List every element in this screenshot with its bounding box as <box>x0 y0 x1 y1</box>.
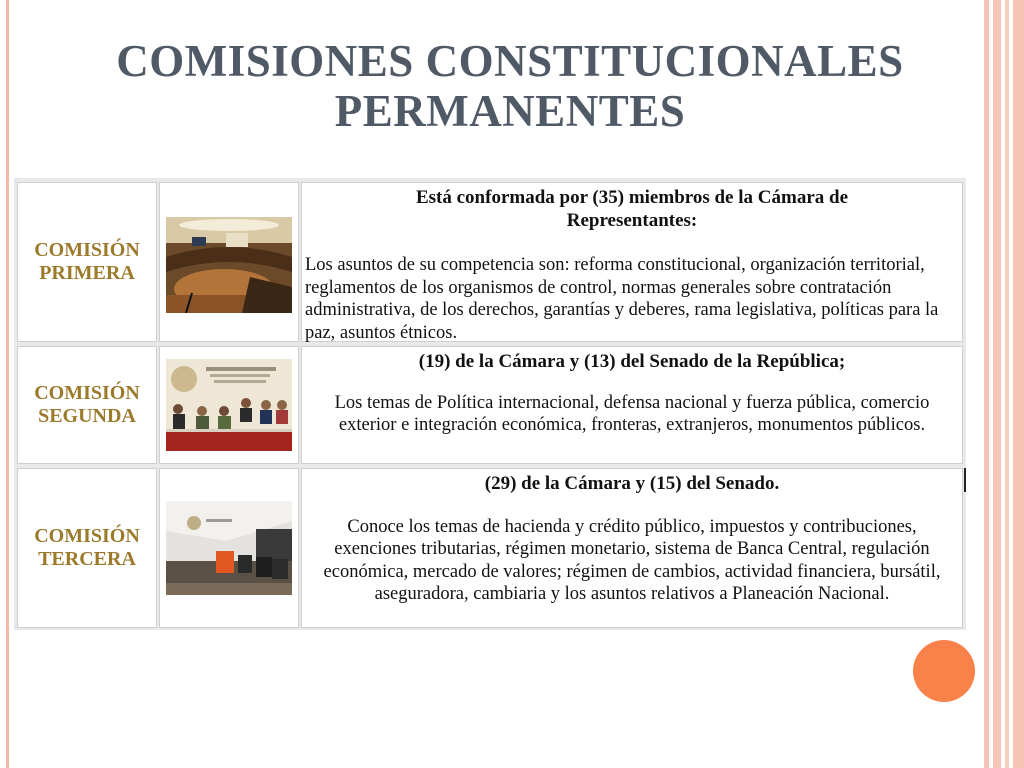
slide-title-line2: PERMANENTES <box>334 86 686 136</box>
committee-room-photo <box>166 217 292 313</box>
commission-name-segunda <box>17 346 157 464</box>
right-border-band <box>1005 0 1009 768</box>
commission-name-tercera <box>17 468 157 628</box>
slide-title <box>60 36 960 136</box>
commission-name-line2: TERCERA <box>38 548 136 570</box>
right-border-band <box>1013 0 1024 768</box>
commission-body: Conoce los temas de hacienda y crédito público, impuestos y contribuciones, exenciones tributarias, régimen monetario, sistema de Banca Central, regulación económica, mercado de valores; régimen de cambios, actividad financiera, bursátil, aseguradora, cambiaria y los asuntos relativos a Planeación Nacional. <box>323 516 941 604</box>
commissions-table <box>14 178 966 630</box>
commission-photo-cell <box>159 346 299 464</box>
commission-name-line2: PRIMERA <box>39 262 135 284</box>
right-border-band <box>993 0 1001 768</box>
commission-description-primera <box>301 182 963 342</box>
commission-name-primera <box>17 182 157 342</box>
commission-body: Los asuntos de su competencia son: reforma constitucional, organización territorial, reglamentos de los organismos de control, normas generales sobre contratación administrativa, de los derechos, garantías y deberes, rama legislativa, políticas para la paz, asuntos étnicos. <box>305 255 939 343</box>
committee-hall-photo <box>166 501 292 595</box>
commission-body: Los temas de Política internacional, defensa nacional y fuerza pública, comercio exterior e integración económica, fronteras, extranjeros, monumentos públicos. <box>334 392 930 435</box>
left-border-line <box>6 0 9 768</box>
commission-heading: (29) de la Cámara y (15) del Senado. <box>484 473 780 494</box>
commission-heading: Está conformada por (35) miembros de la Cámara de <box>415 187 849 208</box>
divider-mark <box>964 468 966 492</box>
commission-photo-cell <box>159 468 299 628</box>
commission-heading-cont: Representantes: <box>566 209 698 231</box>
commission-photo-cell <box>159 182 299 342</box>
commission-name-line1: COMISIÓN <box>34 525 140 547</box>
commission-name-line1: COMISIÓN <box>34 239 140 261</box>
right-border-band <box>984 0 989 768</box>
committee-session-photo <box>166 359 292 451</box>
commission-name-line2: SEGUNDA <box>38 405 136 427</box>
commission-heading: (19) de la Cámara y (13) del Senado de la República; <box>418 351 846 372</box>
commission-description-tercera <box>301 468 963 628</box>
slide-title-line1: COMISIONES CONSTITUCIONALES <box>116 36 904 86</box>
commission-name-line1: COMISIÓN <box>34 382 140 404</box>
commission-description-segunda <box>301 346 963 464</box>
accent-circle-icon <box>913 640 975 702</box>
